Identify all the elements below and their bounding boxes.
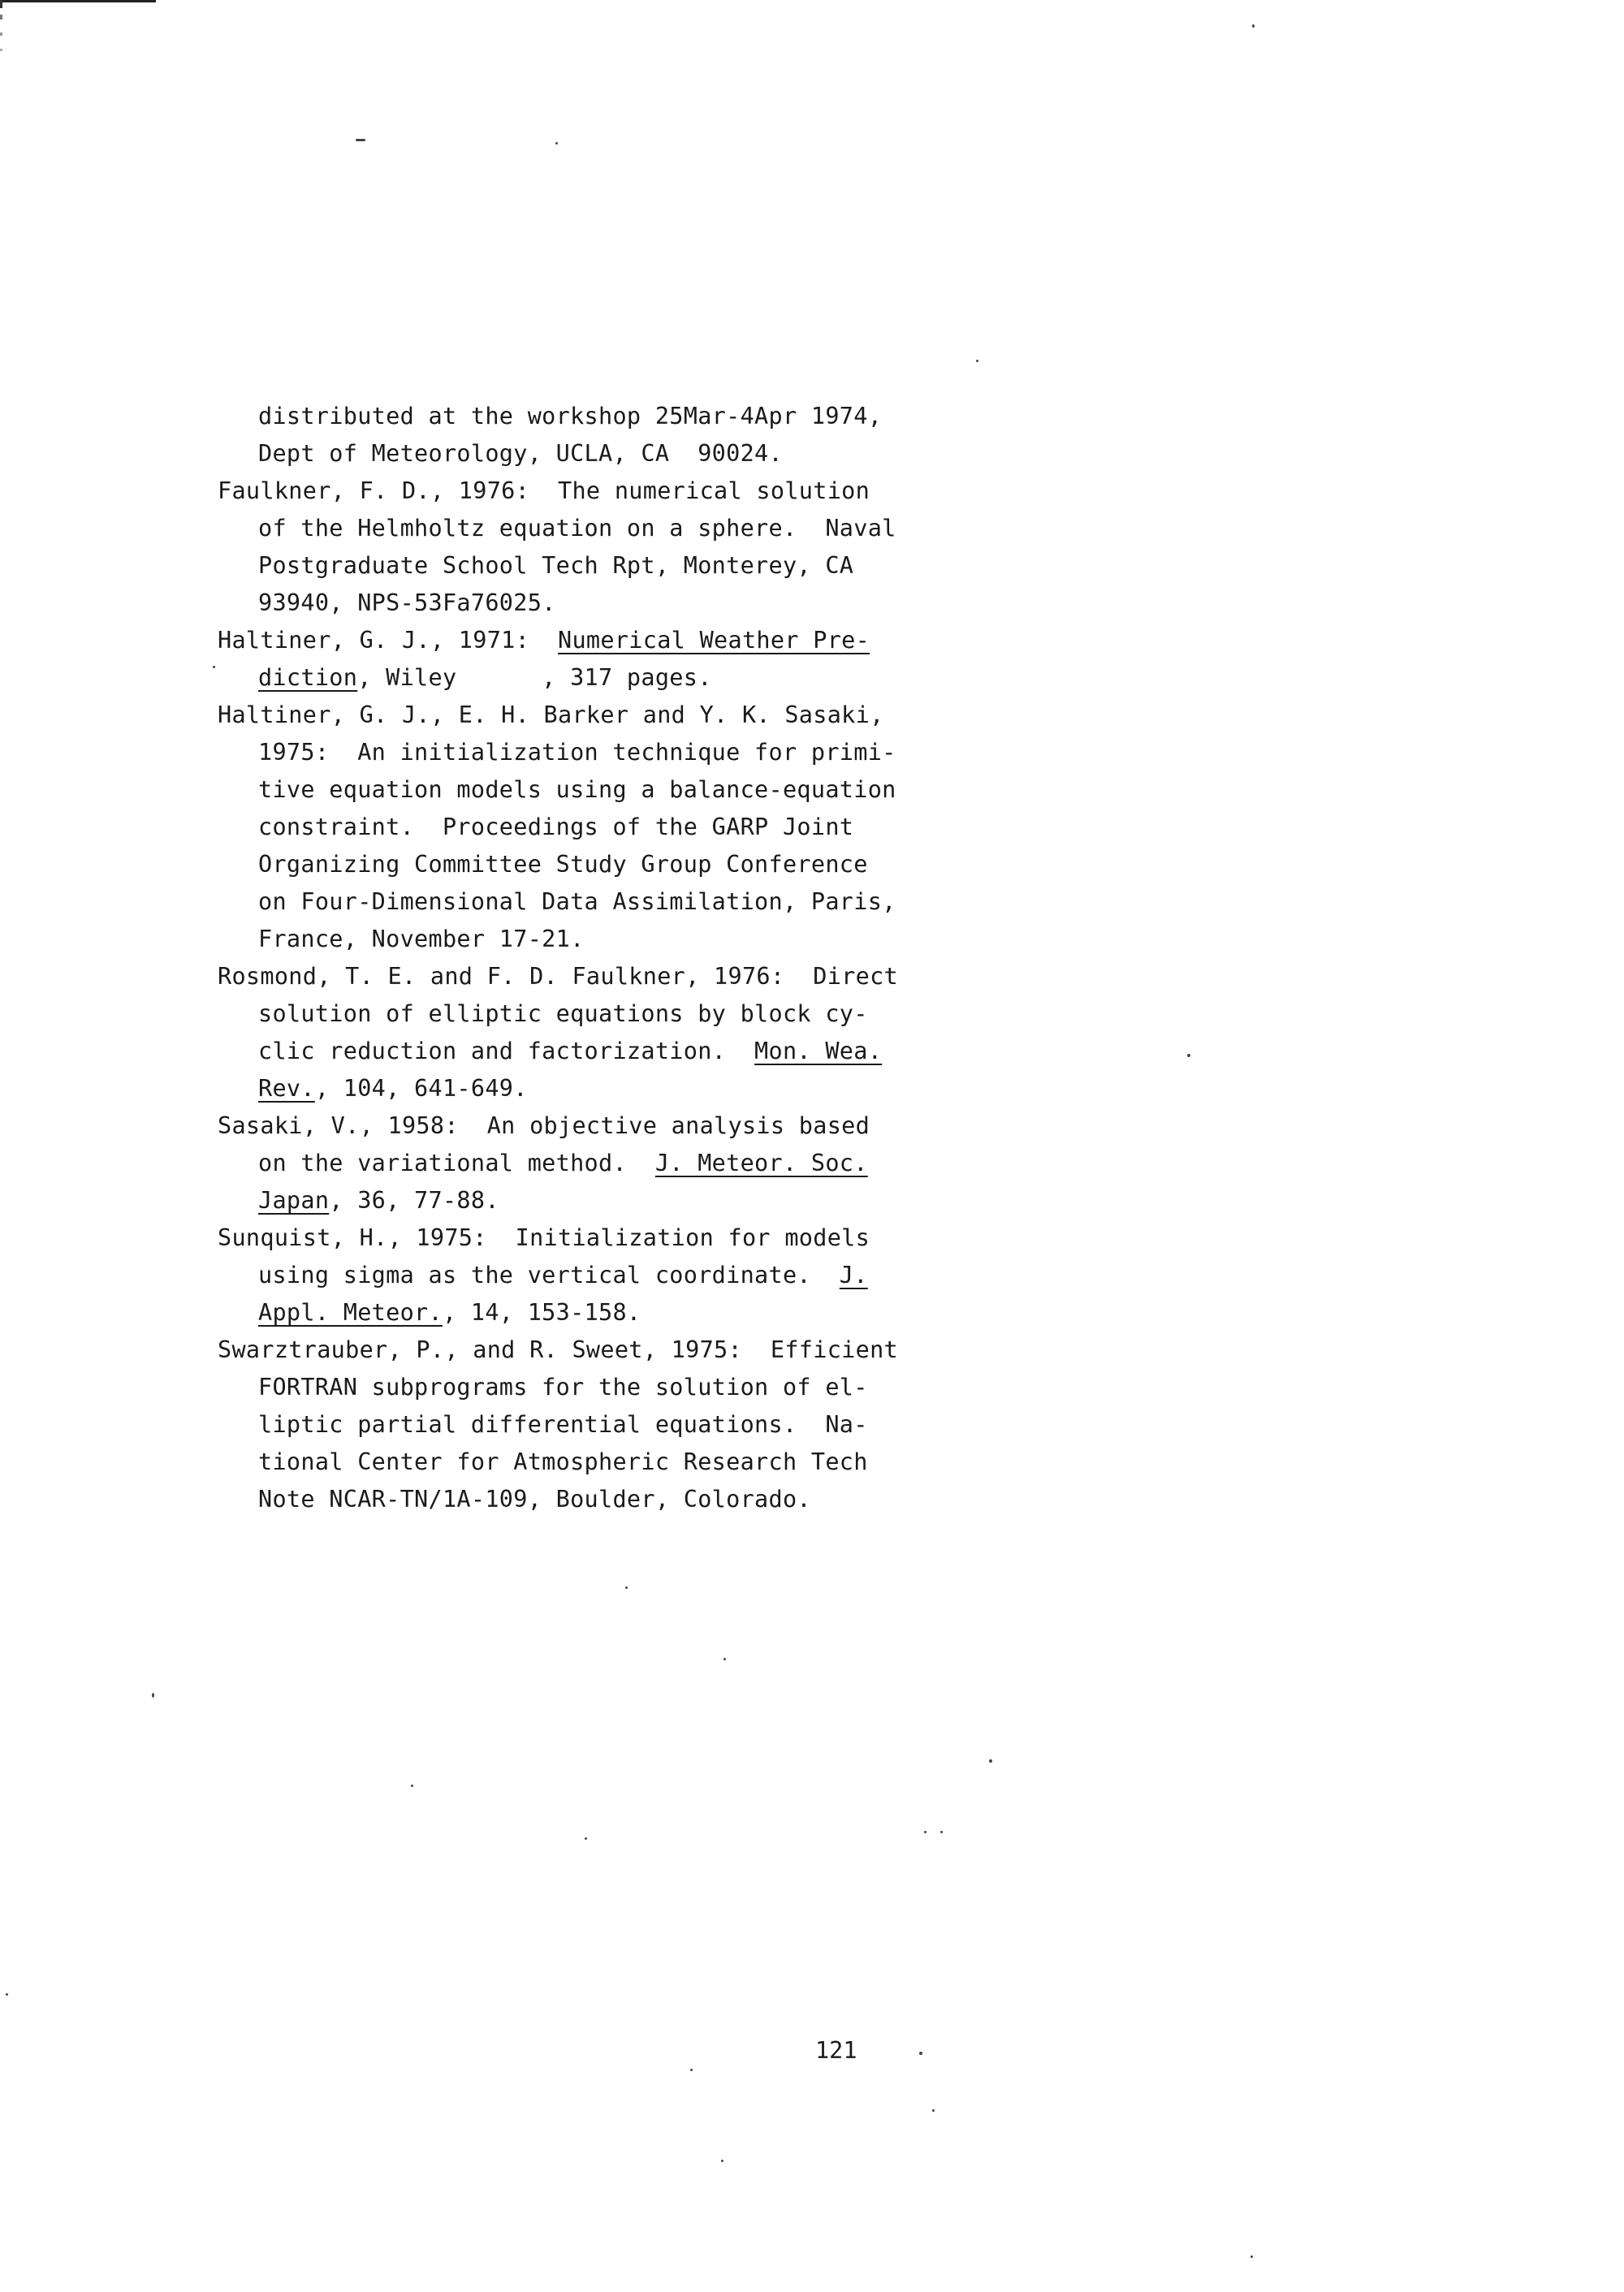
reference-sunquist-1975: Sunquist, H., 1975: Initialization for models [218, 1224, 870, 1251]
reference-line: Note NCAR-TN/1A-109, Boulder, Colorado. [258, 1486, 811, 1513]
reference-sasaki-1958: Sasaki, V., 1958: An objective analysis based [218, 1112, 870, 1139]
reference-haltiner-1975: Haltiner, G. J., E. H. Barker and Y. K. Sasaki, [218, 701, 884, 728]
scan-speck [989, 1759, 992, 1763]
reference-line [258, 1145, 868, 1182]
reference-line: tional Center for Atmospheric Research Tech [258, 1448, 868, 1475]
scan-speck [976, 360, 978, 362]
reference-rosmond-1976: Rosmond, T. E. and F. D. Faulkner, 1976: Direct [218, 963, 899, 990]
journal-title: Appl. Meteor. [258, 1299, 443, 1326]
reference-haltiner-1971 [218, 622, 870, 659]
scan-speck [213, 666, 215, 668]
reference-swarztrauber-1975: Swarztrauber, P., and R. Sweet, 1975: Efficient [218, 1336, 899, 1363]
reference-line: liptic partial differential equations. Na- [258, 1411, 868, 1438]
reference-line: tive equation models using a balance-equation [258, 776, 896, 803]
reference-text: , 104, 641-649. [314, 1075, 528, 1102]
scan-speck [625, 1586, 628, 1589]
reference-faulkner-1976: Faulkner, F. D., 1976: The numerical solution [218, 477, 870, 504]
scan-speck [932, 2109, 935, 2112]
scan-speck [555, 142, 558, 145]
scan-speck [411, 1785, 413, 1787]
reference-line: solution of elliptic equations by block cy- [258, 1000, 868, 1027]
journal-title: Japan [258, 1187, 330, 1214]
reference-line: constraint. Proceedings of the GARP Joint [258, 814, 854, 840]
reference-text: using sigma as the vertical coordinate. [258, 1262, 840, 1288]
scan-speck [940, 1831, 943, 1833]
scan-speck [152, 1693, 154, 1698]
reference-line [258, 1070, 528, 1107]
reference-text: on the variational method. [258, 1150, 655, 1176]
scan-speck [723, 1658, 726, 1660]
reference-line: 93940, NPS-53Fa76025. [258, 589, 556, 616]
journal-title: Mon. Wea. [754, 1038, 883, 1064]
scan-speck [356, 139, 365, 141]
reference-text: , Wiley , 317 pages. [357, 664, 712, 691]
scan-speck [1187, 1054, 1190, 1057]
reference-line: on Four-Dimensional Data Assimilation, Paris, [258, 888, 896, 915]
reference-text: clic reduction and factorization. [258, 1038, 755, 1064]
journal-title: Rev. [258, 1075, 315, 1102]
scan-speck [1252, 24, 1255, 28]
reference-line: FORTRAN subprograms for the solution of el- [258, 1374, 868, 1401]
scan-speck [721, 2160, 723, 2162]
scan-speck [6, 1993, 8, 1996]
reference-line: France, November 17-21. [258, 926, 585, 952]
scan-edge-mark [0, 0, 2, 89]
reference-line [258, 659, 712, 697]
book-title: diction [258, 664, 358, 691]
reference-line: of the Helmholtz equation on a sphere. Naval [258, 515, 896, 542]
journal-title: J. [839, 1262, 868, 1288]
reference-continuation-line: distributed at the workshop 25Mar-4Apr 1974, [258, 403, 883, 429]
reference-text: , 36, 77-88. [329, 1187, 499, 1214]
scan-speck [924, 1831, 926, 1833]
reference-text: , 14, 153-158. [442, 1299, 641, 1326]
reference-line [258, 1257, 868, 1294]
journal-title: J. Meteor. Soc. [654, 1150, 868, 1176]
reference-line: 1975: An initialization technique for primi- [258, 739, 896, 766]
reference-line: Postgraduate School Tech Rpt, Monterey, CA [258, 552, 854, 579]
reference-text: Haltiner, G. J., 1971: [218, 627, 559, 654]
scan-speck [585, 1837, 587, 1840]
reference-line [258, 1182, 499, 1219]
book-title: Numerical Weather Pre- [558, 627, 870, 654]
reference-line [258, 1033, 882, 1070]
page-number: 121 [815, 2037, 857, 2064]
reference-line: Organizing Committee Study Group Conference [258, 851, 868, 878]
scan-speck [919, 2052, 922, 2055]
scan-speck [1250, 2255, 1253, 2258]
top-rule [0, 0, 156, 2]
reference-continuation-line: Dept of Meteorology, UCLA, CA 90024. [258, 440, 783, 467]
reference-line [258, 1294, 641, 1332]
scan-speck [690, 2069, 693, 2071]
